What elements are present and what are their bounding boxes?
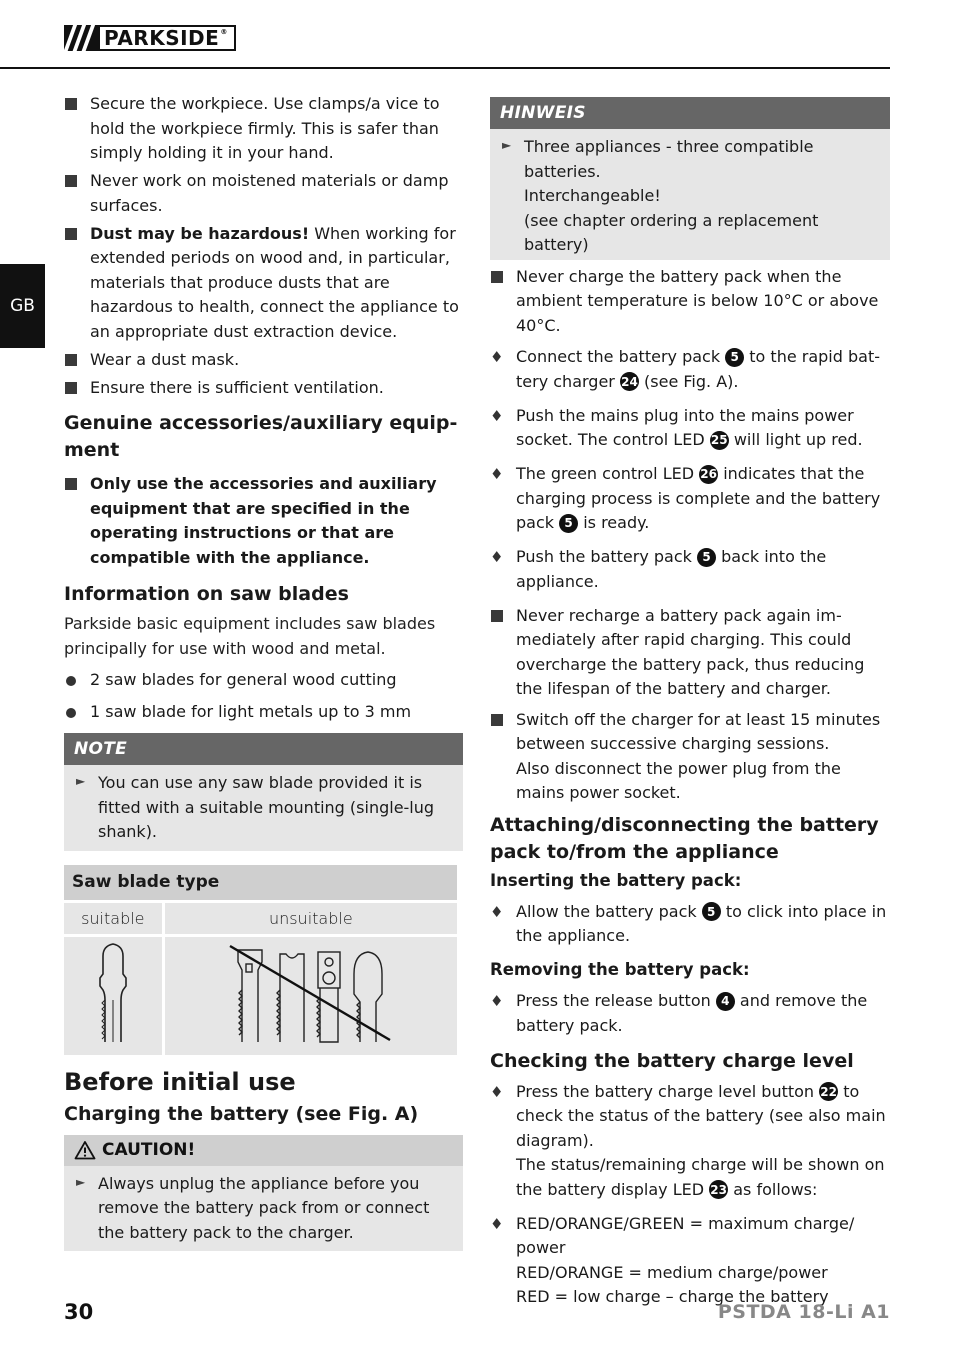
list-item: 2 saw blades for general wood cutting bbox=[64, 668, 463, 693]
list-item: Never charge the battery pack when the ambient temperature is below 10°C or above 40°C. bbox=[490, 265, 890, 339]
list-item: Wear a dust mask. bbox=[64, 348, 463, 373]
unsuitable-blades-icon bbox=[216, 940, 406, 1048]
hinweis-item: ► Three appliances - three compatible batteries. Interchangeable! (see chapter ordering a replacement battery) bbox=[502, 137, 819, 254]
caution-title: CAUTION! bbox=[64, 1135, 463, 1166]
saw-table-col-unsuitable: unsuitable bbox=[165, 903, 457, 934]
saw-table-title: Saw blade type bbox=[64, 865, 457, 900]
warning-triangle-icon bbox=[74, 1140, 96, 1160]
before-initial-use-heading: Before initial use bbox=[64, 1067, 296, 1096]
note-item: ► You can use any saw blade provided it is fitted with a suitable mounting (single-lug shank). bbox=[76, 773, 435, 841]
unsuitable-blades-illustration bbox=[165, 937, 457, 1055]
list-item: ♦ Push the mains plug into the mains power socket. The control LED 25 will light up red. bbox=[490, 405, 863, 449]
model-name: PSTDA 18-Li A1 bbox=[717, 1301, 890, 1323]
page-number: 30 bbox=[64, 1300, 94, 1324]
logo-stripes-icon bbox=[64, 25, 98, 51]
list-item: Never recharge a battery pack again immediately after rapid charging. This could overcharge the battery pack, thus reducing the lifespan of the battery and charger. bbox=[490, 604, 890, 702]
list-item: ♦ Press the battery charge level button 22 to check the status of the battery (see also main diagram). The status/remaining charge will be shown on the battery display LED 23 as follows: bbox=[490, 1081, 886, 1199]
list-item: ♦ Allow the battery pack 5 to click into place in the appliance. bbox=[490, 901, 887, 945]
hinweis-box bbox=[490, 97, 890, 260]
check-heading: Checking the battery charge level bbox=[490, 1049, 854, 1072]
list-item: ♦ RED/ORANGE/GREEN = maximum charge/ power RED/ORANGE = medium charge/power RED = low charge – charge the battery bbox=[490, 1213, 855, 1306]
sawblades-intro: Parkside basic equipment includes saw blades principally for use with wood and metal. bbox=[64, 614, 436, 658]
accessories-heading: Genuine accessories/auxiliary equipment bbox=[64, 412, 458, 461]
right-column bbox=[490, 97, 890, 1319]
parkside-logo bbox=[64, 24, 236, 52]
sawblades-heading: Information on saw blades bbox=[64, 583, 349, 605]
hinweis-title: HINWEIS bbox=[490, 97, 890, 129]
remove-heading: Removing the battery pack: bbox=[490, 960, 750, 979]
caution-box bbox=[64, 1135, 463, 1252]
list-item: Ensure there is sufficient ventilation. bbox=[64, 376, 463, 401]
list-item: 1 saw blade for light metals up to 3 mm bbox=[64, 700, 463, 725]
charging-heading: Charging the battery (see Fig. A) bbox=[64, 1102, 419, 1125]
saw-table-col-suitable: suitable bbox=[64, 903, 162, 934]
attach-heading: Attaching/disconnecting the battery pack to/from the appliance bbox=[490, 813, 879, 863]
list-item: Only use the accessories and auxiliary equipment that are specified in the operating instructions or that are compatible with the appliance. bbox=[64, 472, 463, 570]
list-item: Never work on moistened materials or damp surfaces. bbox=[64, 169, 463, 218]
list-item: ♦ Press the release button 4 and remove the battery pack. bbox=[490, 991, 868, 1035]
logo-reg-mark: ® bbox=[220, 28, 228, 36]
list-item: Secure the workpiece. Use clamps/a vice to hold the workpiece firmly. This is safer than simply holding it in your hand. bbox=[64, 92, 463, 166]
list-item: ♦ The green control LED 26 indicates that the charging process is complete and the battery pack 5 is ready. bbox=[490, 464, 881, 532]
language-tab: GB bbox=[0, 264, 45, 348]
list-item: ♦ Push the battery pack 5 back into the appliance. bbox=[490, 547, 827, 591]
list-item: Dust may be hazardous! When working for extended periods on wood and, in particular, materials that produce dusts that are hazardous to health, connect the appliance to an appropriate dust extraction device. bbox=[64, 222, 463, 345]
logo-text: PARKSIDE bbox=[104, 26, 220, 50]
single-lug-blade-icon bbox=[83, 940, 143, 1048]
header-rule bbox=[0, 67, 890, 69]
insert-heading: Inserting the battery pack: bbox=[490, 870, 742, 890]
note-box bbox=[64, 733, 463, 851]
list-item: Switch off the charger for at least 15 minutes between successive charging sessions. Also disconnect the power plug from the mains power socket. bbox=[490, 708, 890, 806]
note-title: NOTE bbox=[64, 733, 463, 765]
list-item: ♦ Connect the battery pack 5 to the rapid battery charger 24 (see Fig. A). bbox=[490, 347, 881, 391]
suitable-blade-illustration bbox=[64, 937, 162, 1055]
saw-blade-table bbox=[61, 862, 460, 1058]
left-column bbox=[64, 92, 463, 1251]
caution-item: ► Always unplug the appliance before you remove the battery pack from or connect the battery pack to the charger. bbox=[76, 1173, 430, 1242]
